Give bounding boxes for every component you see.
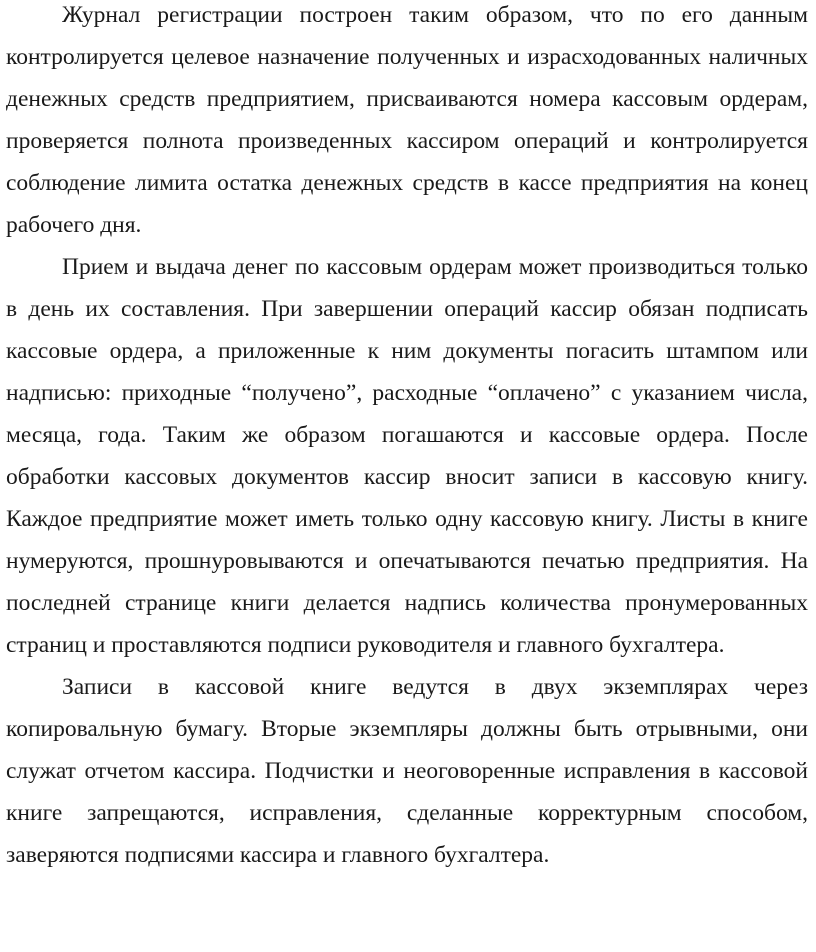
- paragraph-cash-orders-processing: Прием и выдача денег по кассовым ордерам может производиться только в день их составления. При завершении операций кассир обязан подписать кассовые ордера, а приложенные к ним документы погасить штампом или надписью: приходные “получено”, расходные “оплачено” с указанием числа, месяца, года. Таким же образом погашаются и кассовые ордера. После обработки кассовых документов кассир вносит записи в кассовую книгу. Каждое предприятие может иметь только одну кассовую книгу. Листы в книге нумеруются, прошнуровываются и опечатываются печатью предприятия. На последней странице книги делается надпись количества пронумерованных страниц и проставляются подписи руководителя и главного бухгалтера.: [6, 254, 808, 658]
- paragraph-cash-book-records: Записи в кассовой книге ведутся в двух экземплярах через копировальную бумагу. Вторые экземпляры должны быть отрывными, они служат отчетом кассира. Подчистки и неоговоренные исправления в кассовой книге запрещаются, исправления, сделанные корректурным способом, заверяются подписями кассира и главного бухгалтера.: [6, 674, 808, 868]
- paragraph-cash-register-journal: Журнал регистрации построен таким образом, что по его данным контролируется целевое назначение полученных и израсходованных наличных денежных средств предприятием, присваиваются номера кассовым ордерам, проверяется полнота произведенных кассиром операций и контролируется соблюдение лимита остатка денежных средств в кассе предприятия на конец рабочего дня.: [6, 2, 808, 238]
